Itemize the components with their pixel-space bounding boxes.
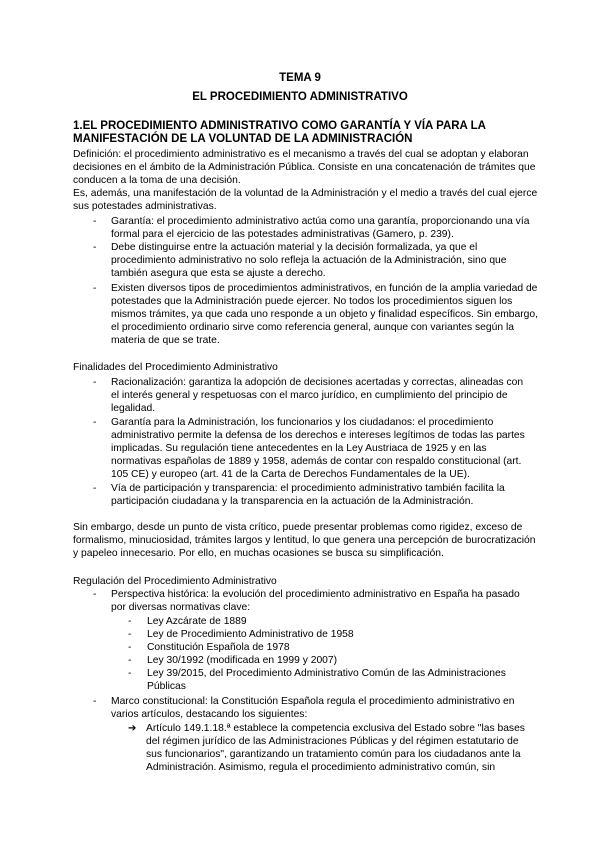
bullet-line: implicadas. Su regulación tiene antecedentes en la Ley Austriaca de 1925 y en las bbox=[111, 443, 487, 454]
paragraph-line: Sin embargo, desde un punto de vista crítico, puede presentar problemas como rigidez, exceso de bbox=[73, 522, 523, 533]
bullet-line: Existen diversos tipos de procedimientos administrativos, en función de la amplia variedad de bbox=[111, 283, 538, 294]
bullet-line: también asegura que esta se ajuste a derecho. bbox=[111, 268, 326, 279]
bullet-line: 105 CE) y europeo (art. 41 de la Carta de Derechos Fundamentales de la UE). bbox=[111, 469, 470, 480]
paragraph-line: Es, además, una manifestación de la voluntad de la Administración y el medio a través del cual ejerce bbox=[73, 188, 538, 199]
bullet-line: el procedimiento ordinario sirve como referencia general, aunque con variantes según la bbox=[111, 322, 514, 333]
definition-line: conducen a la toma de una decisión. bbox=[73, 175, 241, 186]
bullet-line: materia de que se trate. bbox=[111, 335, 220, 346]
law-item: Ley 39/2015, del Procedimiento Administrativo Común de las Administraciones bbox=[147, 668, 506, 679]
bullet-line: Debe distinguirse entre la actuación material y la decisión formalizada, ya que el bbox=[111, 242, 478, 253]
topic-number: TEMA 9 bbox=[279, 72, 321, 84]
subsection-heading: Regulación del Procedimiento Administrativo bbox=[73, 576, 277, 587]
bullet-line: Vía de participación y transparencia: el procedimiento administrativo también facilita la bbox=[111, 483, 505, 494]
bullet-line: administrativo permite la defensa de los derechos e intereses legítimos de todas las partes bbox=[111, 430, 525, 441]
sub-bullet-dash: - bbox=[128, 655, 132, 666]
bullet-line: procedimiento administrativo no solo refleja la actuación de la Administración, sino que bbox=[111, 255, 507, 266]
law-item: Ley 30/1992 (modificada en 1999 y 2007) bbox=[147, 655, 338, 666]
arrow-icon: ➔ bbox=[128, 723, 137, 734]
bullet-line: Garantía: el procedimiento administrativo actúa como una garantía, proporcionando una vía bbox=[111, 216, 530, 227]
article-line: Artículo 149.1.18.ª establece la competencia exclusiva del Estado sobre "las bases bbox=[146, 723, 525, 734]
bullet-dash: - bbox=[93, 242, 97, 253]
bullet-dash: - bbox=[93, 283, 97, 294]
bullet-line: participación ciudadana y la transparencia en la actuación de la Administración. bbox=[111, 496, 474, 507]
bullet-line: normativas españolas de 1889 y 1958, además de contar con respaldo constitucional (art. bbox=[111, 456, 522, 467]
bullet-line: por diversas normativas clave: bbox=[111, 602, 251, 613]
law-item-continued: Públicas bbox=[147, 681, 186, 692]
definition-line: decisiones en el ámbito de la Administración Pública. Consiste en una concatenación de trámites que bbox=[73, 162, 536, 173]
sub-bullet-dash: - bbox=[128, 629, 132, 640]
bullet-line: varios artículos, destacando los siguientes: bbox=[111, 709, 308, 720]
law-item: Constitución Española de 1978 bbox=[147, 642, 290, 653]
paragraph-line: formalismo, minuciosidad, trámites largos y lentitud, lo que genera una percepción de burocratización bbox=[73, 535, 536, 546]
law-item: Ley de Procedimiento Administrativo de 1958 bbox=[147, 629, 354, 640]
bullet-line: Perspectiva histórica: la evolución del procedimiento administrativo en España ha pasado bbox=[111, 589, 520, 600]
paragraph-line: sus potestades administrativas. bbox=[73, 201, 217, 212]
document-title: EL PROCEDIMIENTO ADMINISTRATIVO bbox=[192, 91, 408, 103]
bullet-dash: - bbox=[93, 417, 97, 428]
article-line: del régimen jurídico de las Administraciones Públicas y del régimen estatutario de bbox=[146, 736, 519, 747]
bullet-dash: - bbox=[93, 377, 97, 388]
bullet-dash: - bbox=[93, 216, 97, 227]
section-heading-line-2: MANIFESTACIÓN DE LA VOLUNTAD DE LA ADMINISTRACIÓN bbox=[73, 133, 413, 145]
bullet-line: Garantía para la Administración, los funcionarios y los ciudadanos: el procedimiento bbox=[111, 417, 494, 428]
bullet-line: Racionalización: garantiza la adopción de decisiones acertadas y correctas, alineadas con bbox=[111, 377, 524, 388]
bullet-line: legalidad. bbox=[111, 403, 156, 414]
bullet-line: potestades que la Administración puede ejercer. No todos los procedimientos siguen los bbox=[111, 296, 513, 307]
section-heading-line-1: 1.EL PROCEDIMIENTO ADMINISTRATIVO COMO GARANTÍA Y VÍA PARA LA bbox=[73, 120, 486, 132]
bullet-dash: - bbox=[93, 483, 97, 494]
definition-line: Definición: el procedimiento administrativo es el mecanismo a través del cual se adoptan y elaboran bbox=[73, 149, 529, 160]
article-line: sus funcionarios", garantizando un tratamiento común para los ciudadanos ante la bbox=[146, 749, 521, 760]
law-item: Ley Azcárate de 1889 bbox=[147, 616, 247, 627]
bullet-dash: - bbox=[93, 696, 97, 707]
article-line: Administración. Asimismo, regula el procedimiento administrativo común, sin bbox=[146, 762, 496, 773]
bullet-line: formal para el ejercicio de las potestades administrativas (Gamero, p. 239). bbox=[111, 229, 454, 240]
bullet-line: el interés general y respetuosas con el marco jurídico, en cumplimiento del principio de bbox=[111, 390, 508, 401]
bullet-line: Marco constitucional: la Constitución Española regula el procedimiento administrativo en bbox=[111, 696, 515, 707]
sub-bullet-dash: - bbox=[128, 668, 132, 679]
sub-bullet-dash: - bbox=[128, 642, 132, 653]
paragraph-line: y papeleo innecesario. Por ello, en muchas ocasiones se busca su simplificación. bbox=[73, 548, 444, 559]
subsection-heading: Finalidades del Procedimiento Administrativo bbox=[73, 362, 278, 373]
bullet-dash: - bbox=[93, 589, 97, 600]
bullet-line: mismos trámites, ya que cada uno responde a un objeto y finalidad específicos. Sin embargo, bbox=[111, 309, 538, 320]
sub-bullet-dash: - bbox=[128, 616, 132, 627]
